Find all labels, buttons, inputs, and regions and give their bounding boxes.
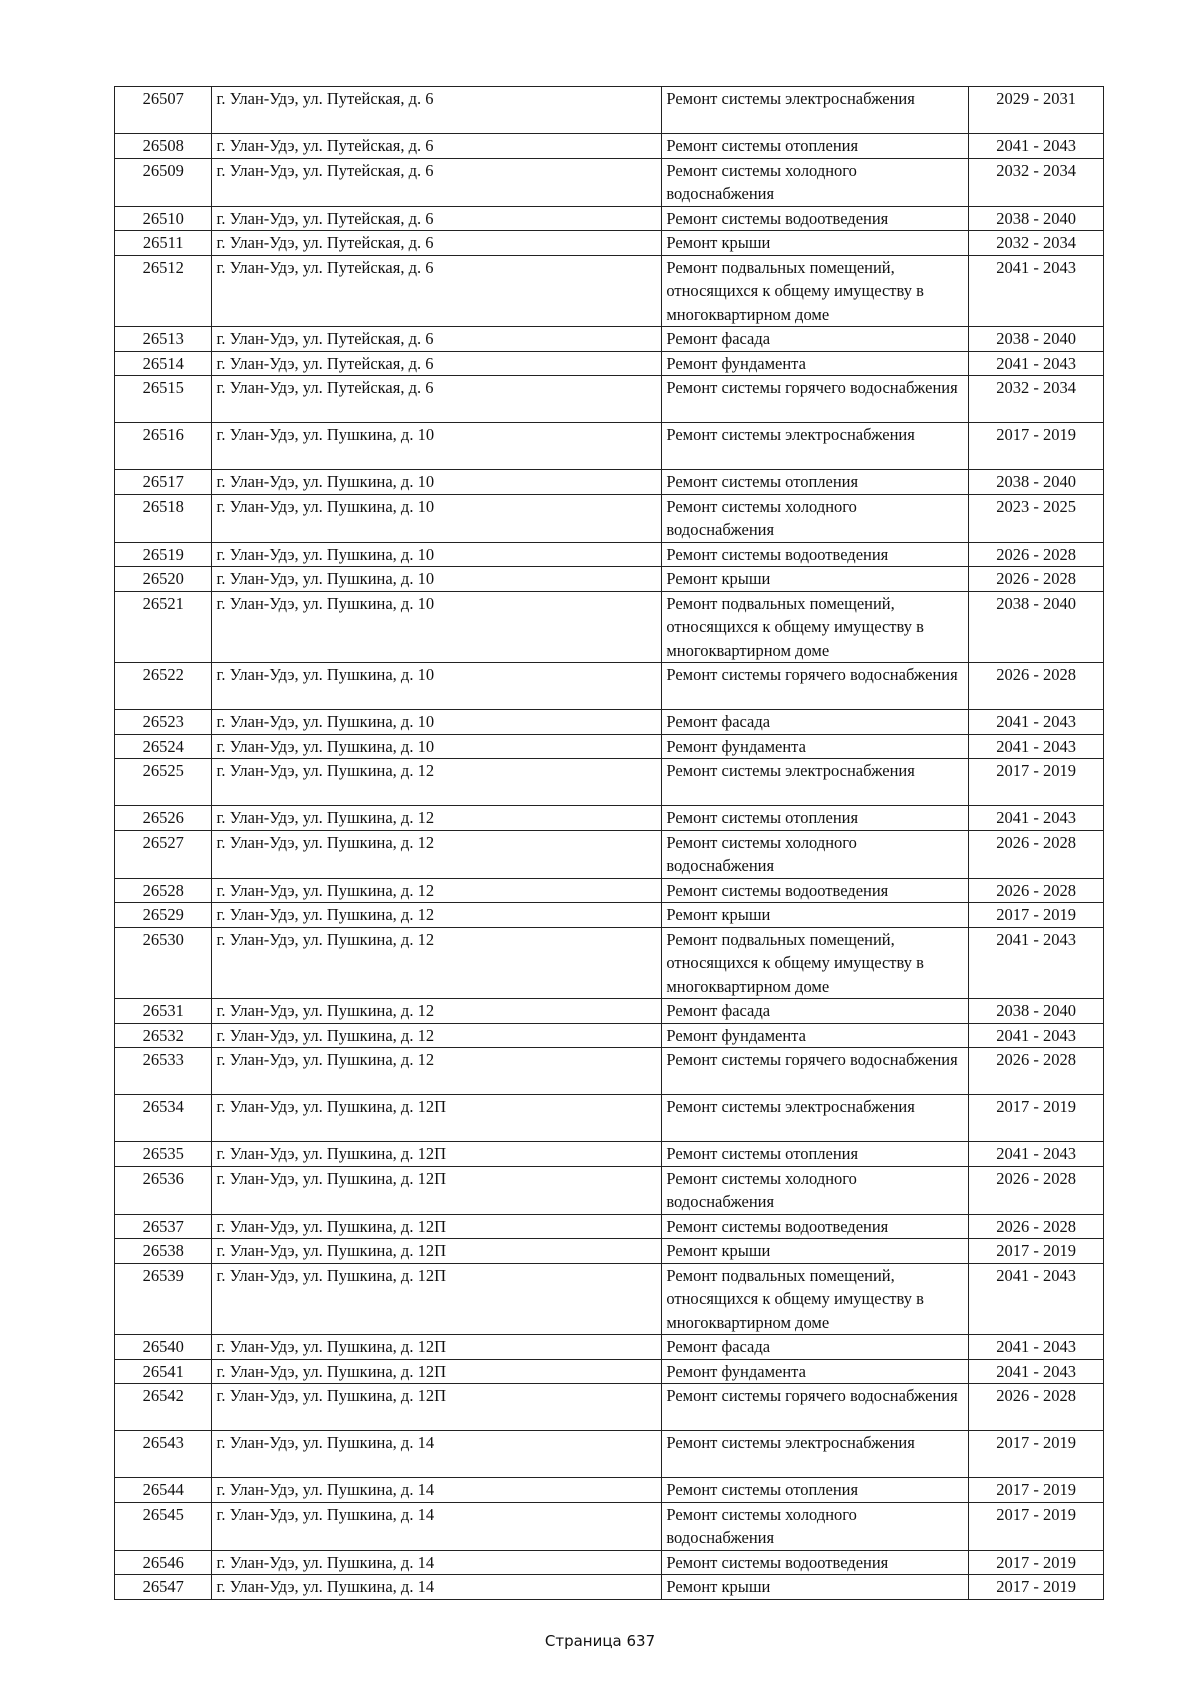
table-row [115,1359,1104,1384]
table-row [115,231,1104,256]
row-number-cell: 26532 [115,1023,212,1048]
row-number-cell: 26513 [115,327,212,352]
address-cell: г. Улан-Удэ, ул. Пушкина, д. 12П [212,1095,662,1142]
row-number-cell: 26539 [115,1263,212,1335]
table-row [115,903,1104,928]
work-type-cell: Ремонт системы отопления [662,470,969,495]
address-cell: г. Улан-Удэ, ул. Пушкина, д. 12 [212,927,662,999]
address-cell: г. Улан-Удэ, ул. Пушкина, д. 10 [212,710,662,735]
row-number-cell: 26524 [115,734,212,759]
address-cell: г. Улан-Удэ, ул. Пушкина, д. 14 [212,1575,662,1600]
table-row [115,1142,1104,1167]
row-number-cell: 26527 [115,830,212,878]
period-cell: 2026 - 2028 [969,542,1104,567]
table-row [115,494,1104,542]
work-type-cell: Ремонт подвальных помещений, относящихся к общему имуществу в многоквартирном доме [662,927,969,999]
work-type-cell: Ремонт системы холодного водоснабжения [662,1166,969,1214]
row-number-cell: 26511 [115,231,212,256]
repair-schedule-table [114,86,1104,1600]
work-type-cell: Ремонт подвальных помещений, относящихся к общему имуществу в многоквартирном доме [662,255,969,327]
address-cell: г. Улан-Удэ, ул. Путейская, д. 6 [212,134,662,159]
address-cell: г. Улан-Удэ, ул. Пушкина, д. 12 [212,878,662,903]
table-row [115,1239,1104,1264]
row-number-cell: 26518 [115,494,212,542]
work-type-cell: Ремонт системы отопления [662,1142,969,1167]
period-cell: 2041 - 2043 [969,1023,1104,1048]
period-cell: 2041 - 2043 [969,710,1104,735]
work-type-cell: Ремонт системы электроснабжения [662,423,969,470]
row-number-cell: 26546 [115,1550,212,1575]
address-cell: г. Улан-Удэ, ул. Путейская, д. 6 [212,376,662,423]
work-type-cell: Ремонт системы водоотведения [662,542,969,567]
period-cell: 2023 - 2025 [969,494,1104,542]
period-cell: 2032 - 2034 [969,158,1104,206]
work-type-cell: Ремонт системы электроснабжения [662,1431,969,1478]
table-row [115,1431,1104,1478]
work-type-cell: Ремонт фундамента [662,734,969,759]
period-cell: 2038 - 2040 [969,999,1104,1024]
address-cell: г. Улан-Удэ, ул. Пушкина, д. 14 [212,1502,662,1550]
table-row [115,927,1104,999]
work-type-cell: Ремонт системы горячего водоснабжения [662,663,969,710]
period-cell: 2032 - 2034 [969,231,1104,256]
table-row [115,1502,1104,1550]
period-cell: 2041 - 2043 [969,806,1104,831]
table-row [115,423,1104,470]
work-type-cell: Ремонт системы электроснабжения [662,1095,969,1142]
address-cell: г. Улан-Удэ, ул. Пушкина, д. 12 [212,999,662,1024]
period-cell: 2032 - 2034 [969,376,1104,423]
page-number: Страница 637 [544,1632,656,1650]
address-cell: г. Улан-Удэ, ул. Пушкина, д. 10 [212,494,662,542]
row-number-cell: 26533 [115,1048,212,1095]
table-row [115,710,1104,735]
address-cell: г. Улан-Удэ, ул. Пушкина, д. 10 [212,542,662,567]
address-cell: г. Улан-Удэ, ул. Путейская, д. 6 [212,255,662,327]
period-cell: 2041 - 2043 [969,351,1104,376]
work-type-cell: Ремонт фундамента [662,351,969,376]
table-row [115,134,1104,159]
work-type-cell: Ремонт системы холодного водоснабжения [662,494,969,542]
address-cell: г. Улан-Удэ, ул. Путейская, д. 6 [212,231,662,256]
period-cell: 2017 - 2019 [969,1095,1104,1142]
row-number-cell: 26509 [115,158,212,206]
work-type-cell: Ремонт системы отопления [662,134,969,159]
row-number-cell: 26536 [115,1166,212,1214]
address-cell: г. Улан-Удэ, ул. Пушкина, д. 12П [212,1263,662,1335]
address-cell: г. Улан-Удэ, ул. Пушкина, д. 10 [212,470,662,495]
work-type-cell: Ремонт фасада [662,1335,969,1360]
row-number-cell: 26516 [115,423,212,470]
period-cell: 2026 - 2028 [969,1166,1104,1214]
row-number-cell: 26540 [115,1335,212,1360]
address-cell: г. Улан-Удэ, ул. Пушкина, д. 12 [212,1048,662,1095]
work-type-cell: Ремонт системы электроснабжения [662,87,969,134]
work-type-cell: Ремонт системы отопления [662,806,969,831]
table-row [115,158,1104,206]
table-row [115,1550,1104,1575]
work-type-cell: Ремонт системы холодного водоснабжения [662,158,969,206]
row-number-cell: 26544 [115,1478,212,1503]
address-cell: г. Улан-Удэ, ул. Путейская, д. 6 [212,87,662,134]
period-cell: 2026 - 2028 [969,567,1104,592]
row-number-cell: 26517 [115,470,212,495]
address-cell: г. Улан-Удэ, ул. Пушкина, д. 12 [212,806,662,831]
address-cell: г. Улан-Удэ, ул. Путейская, д. 6 [212,206,662,231]
period-cell: 2017 - 2019 [969,1431,1104,1478]
row-number-cell: 26526 [115,806,212,831]
work-type-cell: Ремонт фасада [662,710,969,735]
address-cell: г. Улан-Удэ, ул. Пушкина, д. 12П [212,1142,662,1167]
work-type-cell: Ремонт системы холодного водоснабжения [662,1502,969,1550]
address-cell: г. Улан-Удэ, ул. Пушкина, д. 10 [212,567,662,592]
work-type-cell: Ремонт фундамента [662,1023,969,1048]
table-row [115,567,1104,592]
period-cell: 2041 - 2043 [969,927,1104,999]
work-type-cell: Ремонт системы водоотведения [662,878,969,903]
address-cell: г. Улан-Удэ, ул. Пушкина, д. 12П [212,1384,662,1431]
table-row [115,376,1104,423]
row-number-cell: 26519 [115,542,212,567]
period-cell: 2038 - 2040 [969,591,1104,663]
period-cell: 2041 - 2043 [969,255,1104,327]
work-type-cell: Ремонт крыши [662,1239,969,1264]
address-cell: г. Улан-Удэ, ул. Пушкина, д. 10 [212,663,662,710]
period-cell: 2041 - 2043 [969,734,1104,759]
row-number-cell: 26529 [115,903,212,928]
address-cell: г. Улан-Удэ, ул. Пушкина, д. 14 [212,1550,662,1575]
table-row [115,1095,1104,1142]
row-number-cell: 26534 [115,1095,212,1142]
row-number-cell: 26545 [115,1502,212,1550]
row-number-cell: 26538 [115,1239,212,1264]
period-cell: 2041 - 2043 [969,134,1104,159]
work-type-cell: Ремонт системы водоотведения [662,1214,969,1239]
table-row [115,759,1104,806]
work-type-cell: Ремонт системы горячего водоснабжения [662,1048,969,1095]
work-type-cell: Ремонт подвальных помещений, относящихся к общему имуществу в многоквартирном доме [662,1263,969,1335]
address-cell: г. Улан-Удэ, ул. Пушкина, д. 10 [212,591,662,663]
row-number-cell: 26521 [115,591,212,663]
table-row [115,255,1104,327]
period-cell: 2017 - 2019 [969,423,1104,470]
row-number-cell: 26507 [115,87,212,134]
period-cell: 2041 - 2043 [969,1142,1104,1167]
row-number-cell: 26541 [115,1359,212,1384]
work-type-cell: Ремонт системы горячего водоснабжения [662,1384,969,1431]
work-type-cell: Ремонт системы горячего водоснабжения [662,376,969,423]
address-cell: г. Улан-Удэ, ул. Пушкина, д. 12П [212,1359,662,1384]
table-row [115,999,1104,1024]
period-cell: 2017 - 2019 [969,759,1104,806]
period-cell: 2041 - 2043 [969,1359,1104,1384]
work-type-cell: Ремонт крыши [662,231,969,256]
row-number-cell: 26530 [115,927,212,999]
table-row [115,1335,1104,1360]
period-cell: 2026 - 2028 [969,1214,1104,1239]
period-cell: 2017 - 2019 [969,1478,1104,1503]
period-cell: 2026 - 2028 [969,830,1104,878]
address-cell: г. Улан-Удэ, ул. Путейская, д. 6 [212,327,662,352]
work-type-cell: Ремонт крыши [662,903,969,928]
table-row [115,1166,1104,1214]
period-cell: 2038 - 2040 [969,206,1104,231]
address-cell: г. Улан-Удэ, ул. Пушкина, д. 12 [212,1023,662,1048]
row-number-cell: 26543 [115,1431,212,1478]
table-row [115,327,1104,352]
row-number-cell: 26535 [115,1142,212,1167]
row-number-cell: 26522 [115,663,212,710]
period-cell: 2038 - 2040 [969,470,1104,495]
address-cell: г. Улан-Удэ, ул. Пушкина, д. 12П [212,1335,662,1360]
table-row [115,1478,1104,1503]
table-row [115,1214,1104,1239]
work-type-cell: Ремонт системы отопления [662,1478,969,1503]
address-cell: г. Улан-Удэ, ул. Пушкина, д. 12 [212,903,662,928]
address-cell: г. Улан-Удэ, ул. Пушкина, д. 12П [212,1166,662,1214]
work-type-cell: Ремонт системы водоотведения [662,1550,969,1575]
period-cell: 2017 - 2019 [969,1502,1104,1550]
work-type-cell: Ремонт подвальных помещений, относящихся к общему имуществу в многоквартирном доме [662,591,969,663]
row-number-cell: 26520 [115,567,212,592]
row-number-cell: 26508 [115,134,212,159]
table-row [115,830,1104,878]
table-row [115,1384,1104,1431]
table-row [115,206,1104,231]
table-row [115,1575,1104,1600]
period-cell: 2017 - 2019 [969,903,1104,928]
row-number-cell: 26515 [115,376,212,423]
row-number-cell: 26537 [115,1214,212,1239]
period-cell: 2026 - 2028 [969,878,1104,903]
work-type-cell: Ремонт системы электроснабжения [662,759,969,806]
row-number-cell: 26542 [115,1384,212,1431]
work-type-cell: Ремонт крыши [662,567,969,592]
table-row [115,878,1104,903]
work-type-cell: Ремонт системы водоотведения [662,206,969,231]
period-cell: 2026 - 2028 [969,1384,1104,1431]
row-number-cell: 26531 [115,999,212,1024]
period-cell: 2017 - 2019 [969,1239,1104,1264]
table-row [115,663,1104,710]
period-cell: 2026 - 2028 [969,1048,1104,1095]
table-row [115,1048,1104,1095]
table-row [115,591,1104,663]
period-cell: 2041 - 2043 [969,1335,1104,1360]
address-cell: г. Улан-Удэ, ул. Пушкина, д. 10 [212,423,662,470]
table-row [115,87,1104,134]
work-type-cell: Ремонт фундамента [662,1359,969,1384]
table-row [115,351,1104,376]
table-row [115,542,1104,567]
row-number-cell: 26528 [115,878,212,903]
address-cell: г. Улан-Удэ, ул. Пушкина, д. 12П [212,1239,662,1264]
row-number-cell: 26512 [115,255,212,327]
period-cell: 2041 - 2043 [969,1263,1104,1335]
work-type-cell: Ремонт фасада [662,999,969,1024]
table-row [115,1023,1104,1048]
row-number-cell: 26523 [115,710,212,735]
row-number-cell: 26514 [115,351,212,376]
table-row [115,470,1104,495]
table-row [115,806,1104,831]
row-number-cell: 26525 [115,759,212,806]
address-cell: г. Улан-Удэ, ул. Пушкина, д. 14 [212,1478,662,1503]
address-cell: г. Улан-Удэ, ул. Пушкина, д. 12 [212,759,662,806]
period-cell: 2026 - 2028 [969,663,1104,710]
work-type-cell: Ремонт крыши [662,1575,969,1600]
address-cell: г. Улан-Удэ, ул. Пушкина, д. 14 [212,1431,662,1478]
row-number-cell: 26510 [115,206,212,231]
address-cell: г. Улан-Удэ, ул. Путейская, д. 6 [212,351,662,376]
table-body [115,87,1104,1600]
address-cell: г. Улан-Удэ, ул. Пушкина, д. 12 [212,830,662,878]
address-cell: г. Улан-Удэ, ул. Пушкина, д. 12П [212,1214,662,1239]
row-number-cell: 26547 [115,1575,212,1600]
address-cell: г. Улан-Удэ, ул. Путейская, д. 6 [212,158,662,206]
period-cell: 2038 - 2040 [969,327,1104,352]
address-cell: г. Улан-Удэ, ул. Пушкина, д. 10 [212,734,662,759]
table-row [115,1263,1104,1335]
work-type-cell: Ремонт системы холодного водоснабжения [662,830,969,878]
table-row [115,734,1104,759]
work-type-cell: Ремонт фасада [662,327,969,352]
period-cell: 2017 - 2019 [969,1550,1104,1575]
period-cell: 2029 - 2031 [969,87,1104,134]
period-cell: 2017 - 2019 [969,1575,1104,1600]
